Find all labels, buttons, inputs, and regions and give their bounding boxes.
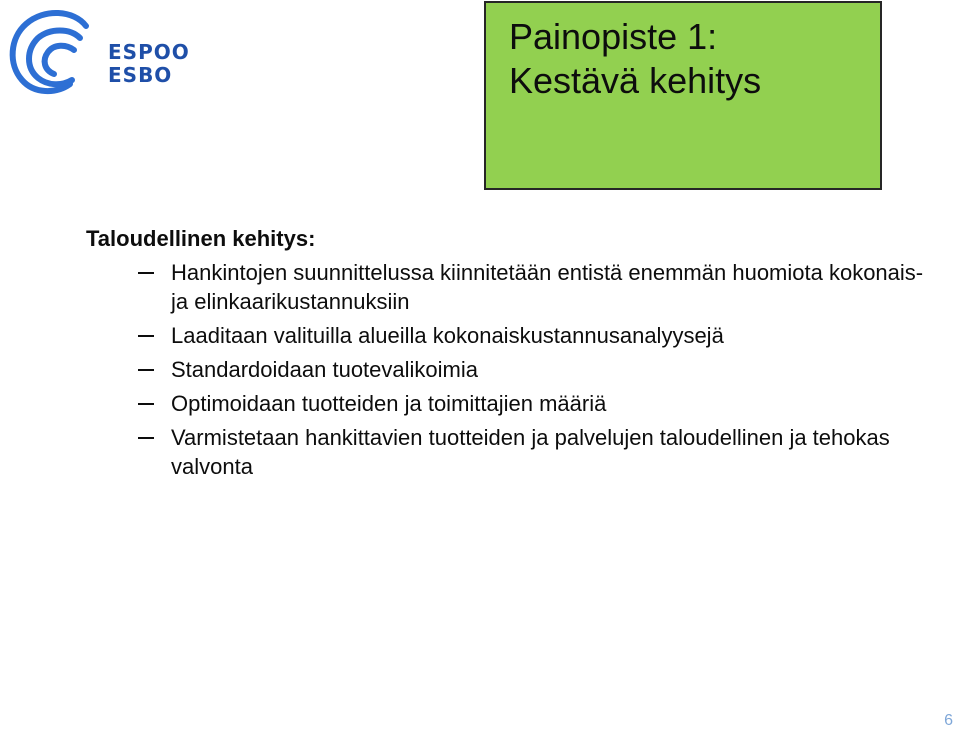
bullet-item: [86, 389, 936, 418]
dash-bullet-icon: [138, 272, 154, 274]
bullet-item: [86, 258, 936, 316]
logo-line-espoo: ESPOO: [108, 40, 190, 64]
dash-bullet-icon: [138, 403, 154, 405]
bullet-text: Varmistetaan hankittavien tuotteiden ja palvelujen taloudellinen ja tehokas valvonta: [171, 425, 890, 479]
logo-line-esbo: ESBO: [108, 63, 173, 87]
title-box: [484, 1, 882, 190]
bullet-item: [86, 321, 936, 350]
espoo-wordmark: [108, 41, 190, 87]
espoo-logo: [4, 4, 204, 98]
dash-bullet-icon: [138, 369, 154, 371]
section-heading: Taloudellinen kehitys:: [86, 226, 316, 251]
slide-title-line-2: Kestävä kehitys: [509, 60, 762, 101]
page-number: 6: [944, 712, 953, 729]
slide-title-line-1: Painopiste 1:: [509, 16, 718, 57]
bullet-list: [86, 258, 936, 481]
bullet-item: [86, 355, 936, 384]
slide-title: [509, 15, 761, 103]
bullet-text: Standardoidaan tuotevalikoimia: [171, 357, 478, 382]
bullet-text: Optimoidaan tuotteiden ja toimittajien määriä: [171, 391, 607, 416]
slide-content: [86, 226, 936, 486]
bullet-item: [86, 423, 936, 481]
bullet-text: Hankintojen suunnittelussa kiinnitetään entistä enemmän huomiota kokonais- ja elinkaarikustannuksiin: [171, 260, 924, 314]
espoo-logo-rings-icon: [4, 4, 104, 98]
bullet-text: Laaditaan valituilla alueilla kokonaiskustannusanalyysejä: [171, 323, 724, 348]
dash-bullet-icon: [138, 335, 154, 337]
dash-bullet-icon: [138, 437, 154, 439]
